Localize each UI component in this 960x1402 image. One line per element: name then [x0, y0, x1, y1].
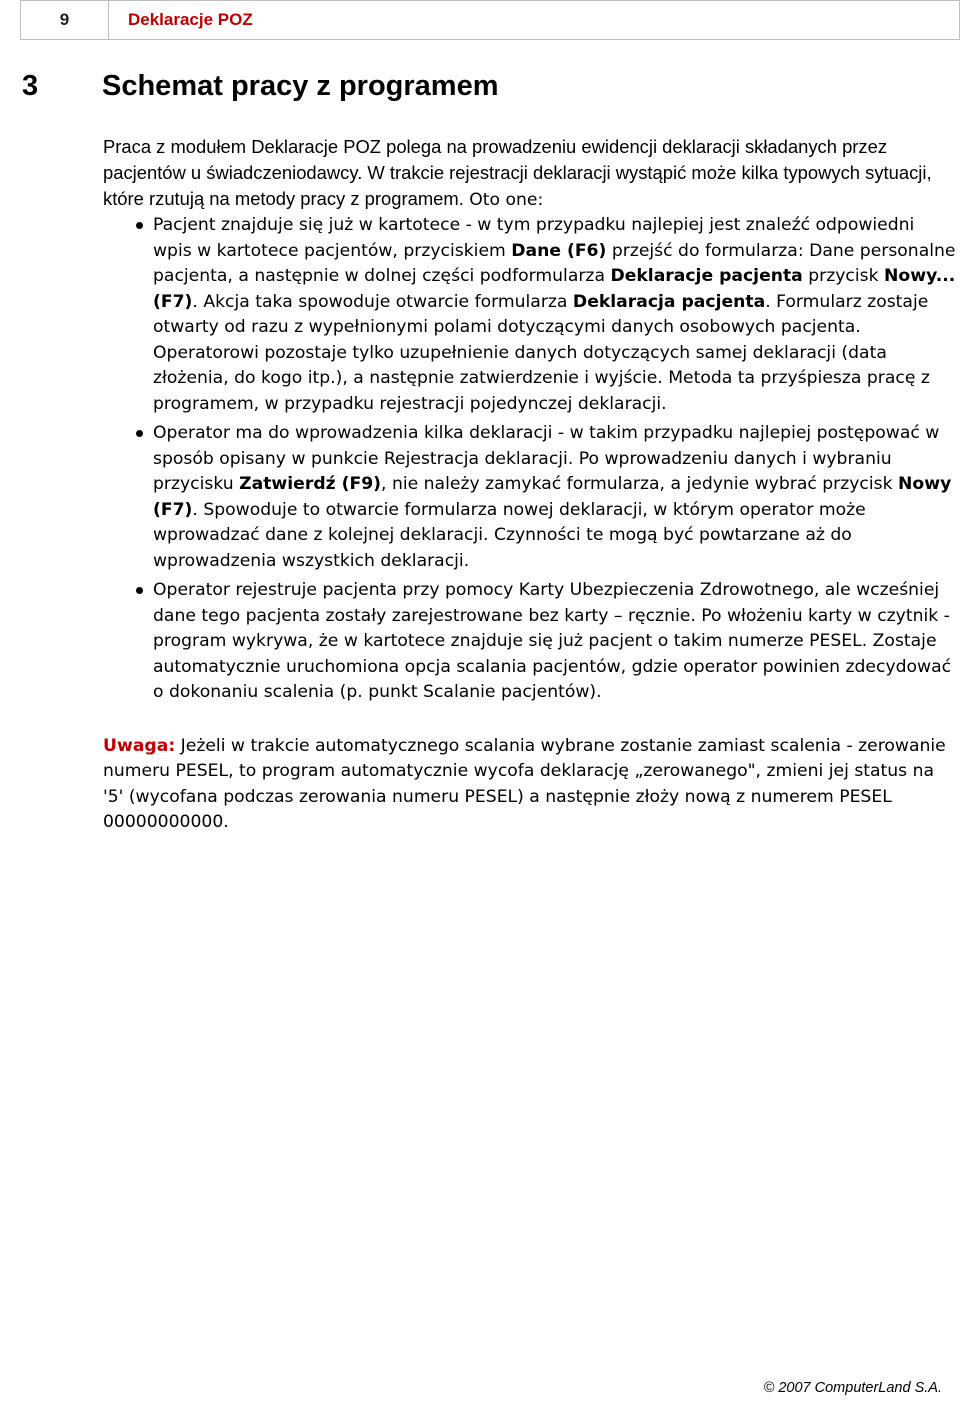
bullet-text: Operator ma do wprowadzenia kilka deklaracji - w takim przypadku najlepiej postępować w sposób opisany w punkcie Rejestracja deklaracji. Po wprowadzeniu danych i wybraniu przycisku	[153, 423, 940, 494]
list-item	[103, 421, 958, 574]
note-label: Uwaga:	[103, 735, 176, 756]
intro-text: Praca z modułem Deklaracje POZ polega na prowadzeniu ewidencji deklaracji składanych przez pacjentów u świadczeniodawcy. W trakcie rejestracji deklaracji wystąpić może kilka typowych sytuacji, które rzutują na metody pracy z programem.	[103, 136, 932, 209]
chapter-number: 3	[22, 70, 39, 102]
intro-paragraph	[103, 134, 958, 213]
intro-tail: Oto one:	[463, 190, 544, 210]
note-text: Jeżeli w trakcie automatycznego scalania wybrane zostanie zamiast scalenia - zerowanie numeru PESEL, to program automatycznie wycofa deklarację „zerowanego", zmieni jej status na '5' (wycofana podczas zerowania numeru PESEL) a następnie złoży nową z numerem PESEL 00000000000.	[103, 735, 946, 832]
bullet-text: Operator rejestruje pacjenta przy pomocy Karty Ubezpieczenia Zdrowotnego, ale wcześniej dane tego pacjenta zostały zarejestrowane bez karty – ręcznie. Po włożeniu karty w czytnik - program wykrywa, że w kartotece znajduje się już pacjent o takim numerze PESEL. Zostaje automatycznie uruchomiona opcja scalania pacjentów, gdzie operator powinien zdecydować o dokonaniu scalenia (p. punkt Scalanie pacjentów).	[153, 580, 952, 702]
page-number: 9	[20, 0, 109, 40]
situations-list	[103, 213, 958, 706]
bullet-text: . Spowoduje to otwarcie formularza nowej deklaracji, w którym operator może wprowadzać dane z kolejnej deklaracji. Czynności te mogą być powtarzane aż do wprowadzenia wszystkich deklaracji.	[153, 499, 866, 571]
bullet-icon	[136, 587, 143, 594]
bullet-text: przejść do formularza: Dane personalne pacjenta, a następnie w dolnej części podformularza	[153, 240, 956, 286]
bullet-bold: Deklaracja pacjenta	[572, 291, 766, 312]
bullet-bold: Dane (F6)	[511, 240, 607, 261]
chapter-heading	[22, 70, 922, 103]
bullet-text: przycisk	[802, 266, 885, 286]
bullet-bold: Nowy... (F7)	[153, 266, 956, 312]
content	[103, 134, 958, 836]
page-header	[20, 0, 960, 42]
list-item	[103, 578, 958, 706]
bullet-text: . Formularz zostaje otwarty od razu z wypełnionymi polami dotyczącymi danych osobowych pacjenta. Operatorowi pozostaje tylko uzupełnienie danych dotyczących samej deklaracji (data złożenia, do kogo itp.), a następnie zatwierdzenie i wyjście. Metoda ta przyśpiesza pracę z programem, w przypadku rejestracji pojedynczej deklaracji.	[153, 291, 930, 414]
bullet-bold: Zatwierdź (F9)	[239, 474, 382, 494]
bullet-bold: Deklaracje pacjenta	[610, 266, 803, 286]
header-title: Deklaracje POZ	[109, 0, 960, 40]
bullet-bold: Nowy (F7)	[153, 474, 952, 520]
bullet-icon	[136, 430, 143, 437]
bullet-text: Pacjent znajduje się już w kartotece - w tym przypadku najlepiej jest znaleźć odpowiedni wpis w kartotece pacjentów, przyciskiem	[153, 215, 915, 261]
footer-copyright: © 2007 ComputerLand S.A.	[763, 1380, 942, 1396]
bullet-text: , nie należy zamykać formularza, a jedynie wybrać przycisk	[381, 474, 899, 494]
note-paragraph	[103, 734, 958, 836]
list-item	[103, 213, 958, 417]
chapter-title: Schemat pracy z programem	[102, 70, 499, 102]
bullet-icon	[136, 222, 143, 229]
bullet-text: . Akcja taka spowoduje otwarcie formularza	[192, 291, 573, 312]
